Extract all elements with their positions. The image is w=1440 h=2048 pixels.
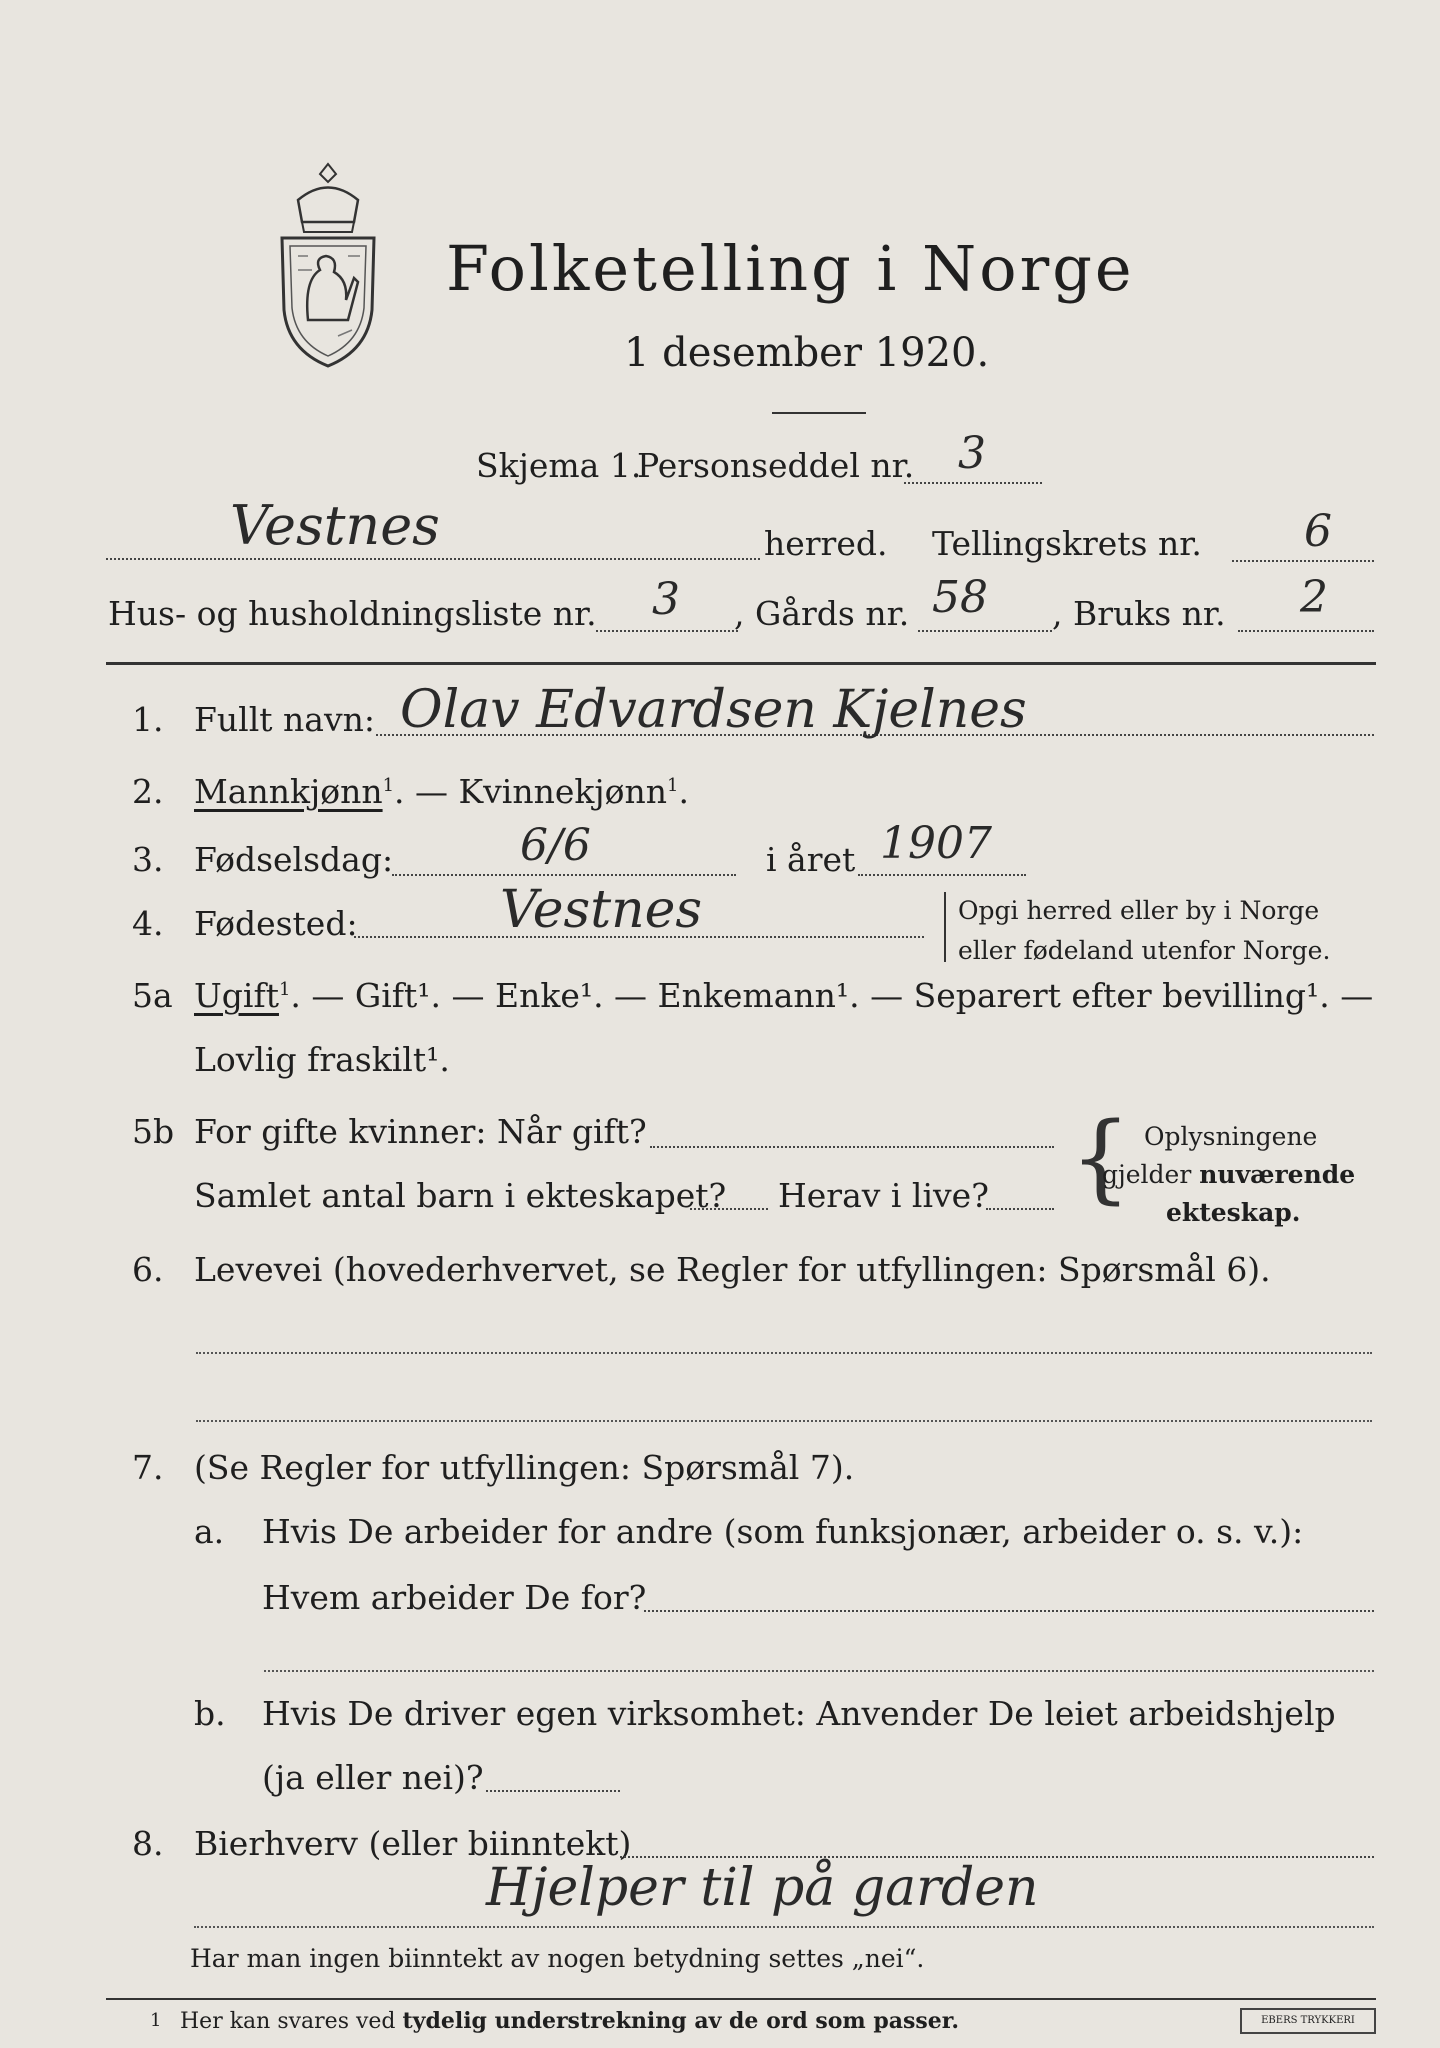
form-title: Folketelling i Norge (446, 232, 1135, 305)
q5b-note-line3: ekteskap. (1166, 1198, 1301, 1227)
q7a-number: a. (194, 1512, 225, 1551)
gards-field-line (918, 630, 1052, 632)
q8-label: Bierhverv (eller biinntekt) (194, 1824, 632, 1863)
q2-kvinne-option: Kvinnekjønn (458, 772, 668, 811)
q5b-number: 5b (132, 1112, 175, 1151)
q5a-ugift-option: Ugift (194, 976, 279, 1015)
title-divider (772, 412, 866, 414)
q5b-note-line1: Oplysningene (1144, 1122, 1318, 1151)
q6-answer-line2 (196, 1420, 1372, 1422)
tellingskrets-label: Tellingskrets nr. (932, 524, 1202, 563)
q5a-options: Ugift$^1$. — Gift¹. — Enke¹. — Enkemann¹. — Separert efter bevilling¹. — (194, 976, 1374, 1015)
printer-stamp: EBERS TRYKKERI (1240, 2008, 1376, 2034)
q5b-gift-field-line (650, 1146, 1054, 1148)
q7-label: (Se Regler for utfyllingen: Spørsmål 7). (194, 1448, 855, 1487)
tellingskrets-field-line (1232, 560, 1374, 562)
footnote-text: Her kan svares ved tydelig understrekning av de ord som passer. (180, 2008, 960, 2034)
personseddel-value: 3 (958, 428, 986, 479)
coat-of-arms-icon (268, 160, 388, 370)
schema-label: Skjema 1. (476, 446, 642, 485)
q4-note-line1: Opgi herred eller by i Norge (958, 896, 1320, 925)
tellingskrets-value: 6 (1304, 506, 1332, 557)
bruks-field-line (1238, 630, 1374, 632)
husliste-label: Hus- og husholdningsliste nr. (108, 594, 597, 633)
q3-number: 3. (132, 840, 164, 879)
gards-value: 58 (932, 572, 988, 623)
husliste-field-line (596, 630, 738, 632)
q7b-field-line (486, 1790, 620, 1792)
personseddel-label: Personseddel nr. (637, 446, 915, 485)
q5b-note-brace: { (1070, 1102, 1132, 1214)
q2-options: Mannkjønn$^1$. — Kvinnekjønn$^1$. (194, 772, 689, 811)
q5b-live-field-line (986, 1208, 1054, 1210)
q6-label: Levevei (hovederhvervet, se Regler for utfyllingen: Spørsmål 6). (194, 1250, 1271, 1289)
q1-number: 1. (132, 700, 164, 739)
q2-separator: . — (394, 772, 459, 811)
q8-note: Har man ingen biinntekt av nogen betydning settes „nei“. (190, 1944, 925, 1973)
q3-year-value: 1907 (880, 818, 992, 869)
herred-value: Vestnes (230, 494, 440, 557)
q4-note-bracket (944, 892, 952, 962)
husliste-value: 3 (652, 574, 680, 625)
personseddel-field-line (904, 482, 1042, 484)
q7-number: 7. (132, 1448, 164, 1487)
q3-label: Fødselsdag: (194, 840, 394, 879)
q5b-label3: Herav i live? (778, 1176, 989, 1215)
q8-number: 8. (132, 1824, 164, 1863)
herred-field-line (106, 558, 760, 560)
q7b-label: Hvis De driver egen virksomhet: Anvender De leiet arbeidshjelp (262, 1694, 1336, 1733)
q4-number: 4. (132, 904, 164, 943)
q2-number: 2. (132, 772, 164, 811)
gards-label: , Gårds nr. (734, 594, 910, 633)
q7a-label: Hvis De arbeider for andre (som funksjonær, arbeider o. s. v.): (262, 1512, 1304, 1551)
q1-label: Fullt navn: (194, 700, 375, 739)
q1-value: Olav Edvardsen Kjelnes (400, 680, 1027, 740)
q5b-note-line2: gjelder nuværende (1102, 1160, 1356, 1189)
footer-divider (106, 1998, 1376, 2000)
q8-answer-line2 (194, 1926, 1374, 1928)
q7a-answer-line2 (264, 1670, 1374, 1672)
q5b-barn-field-line (690, 1208, 768, 1210)
q5a-number: 5a (132, 976, 173, 1015)
q4-note-line2: eller fødeland utenfor Norge. (958, 936, 1331, 965)
q3-year-field-line (858, 874, 1026, 876)
q7b-number: b. (194, 1694, 226, 1733)
form-date: 1 desember 1920. (624, 330, 990, 376)
q7a-field-line (644, 1610, 1374, 1612)
q5b-label1: For gifte kvinner: Når gift? (194, 1112, 647, 1151)
bruks-value: 2 (1300, 572, 1328, 623)
q3-value: 6/6 (520, 820, 591, 871)
bruks-label: , Bruks nr. (1052, 594, 1226, 633)
q6-answer-line1 (196, 1352, 1372, 1354)
q4-value: Vestnes (500, 880, 703, 940)
q8-value: Hjelper til på garden (486, 1858, 1039, 1918)
q2-mann-option: Mannkjønn (194, 772, 383, 811)
q5a-line2: Lovlig fraskilt¹. (194, 1040, 450, 1079)
q5a-other-options: . — Gift¹. — Enke¹. — Enkemann¹. — Separert efter bevilling¹. — (290, 976, 1374, 1015)
q3-year-label: i året (766, 840, 856, 879)
footnote-mark: 1 (150, 2010, 162, 2031)
q7b-label2: (ja eller nei)? (262, 1758, 484, 1797)
q5b-label2: Samlet antal barn i ekteskapet? (194, 1176, 727, 1215)
herred-label: herred. (764, 524, 888, 563)
q3-field-line (392, 874, 736, 876)
q4-label: Fødested: (194, 904, 358, 943)
header-divider (106, 662, 1376, 665)
q6-number: 6. (132, 1250, 164, 1289)
q7a-label2: Hvem arbeider De for? (262, 1578, 647, 1617)
